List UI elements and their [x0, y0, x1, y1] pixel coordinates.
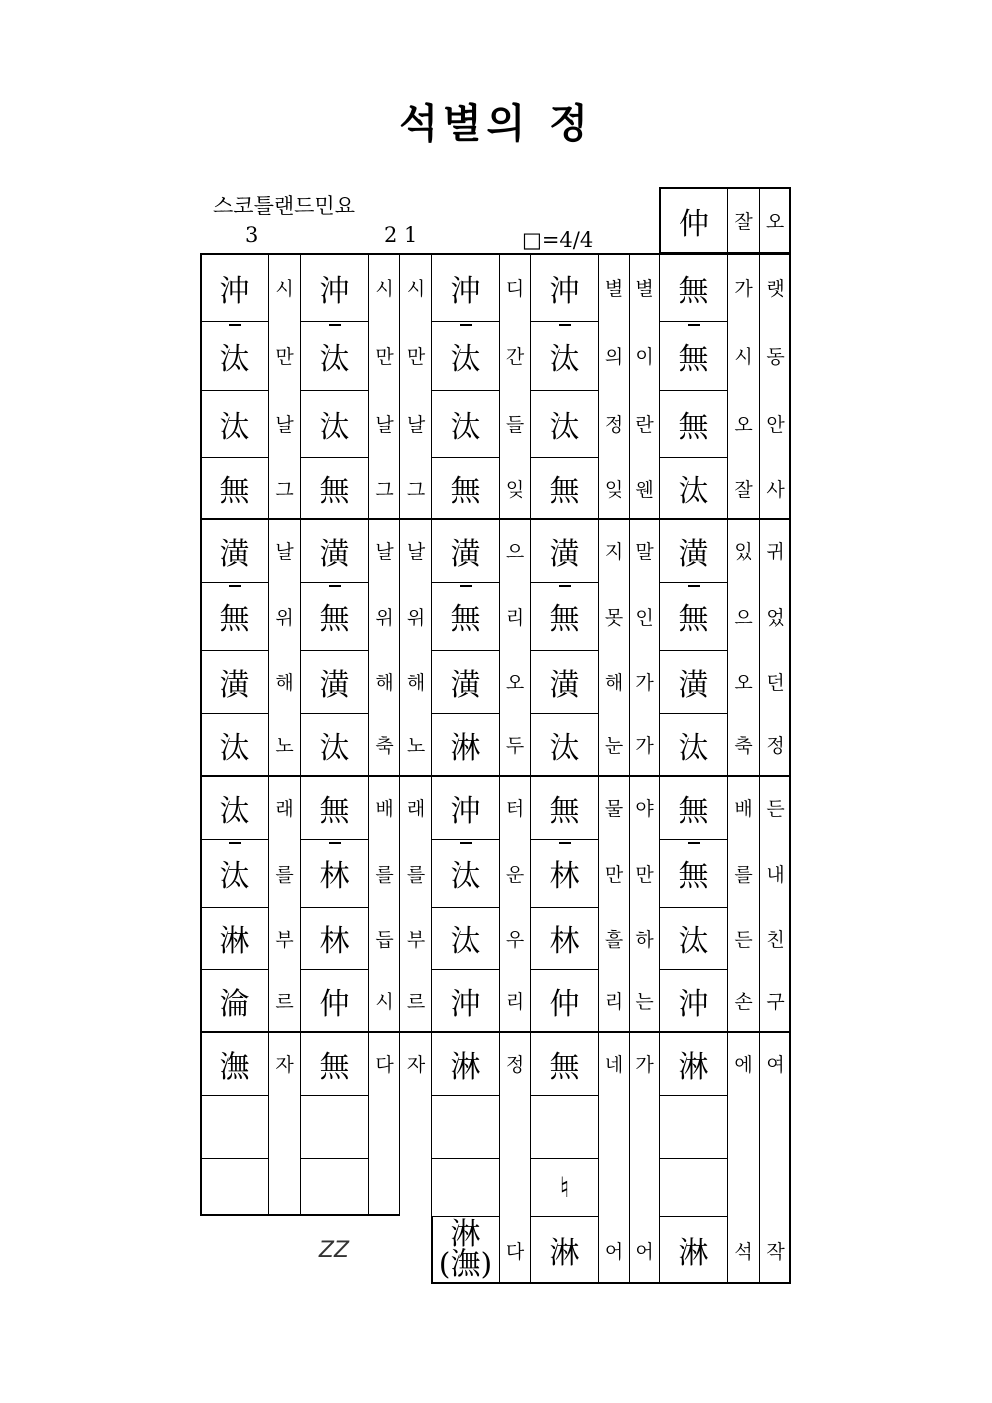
lyric-l6-5: 말: [635, 541, 654, 563]
lyric-l8-12: 구: [766, 991, 785, 1013]
lyric-l3-7: 해: [406, 672, 426, 694]
lyric-l2-13: 다: [375, 1054, 394, 1076]
note-c4-3: 汰: [549, 409, 580, 445]
lyric-l6-4: 웬: [635, 478, 654, 501]
hold-dash: [329, 585, 341, 587]
lyric-l1-2: 만: [275, 346, 294, 368]
header-col-a: 잘: [734, 211, 753, 233]
note-c2-9: 無: [319, 793, 350, 829]
lyric-l2-9: 배: [375, 798, 394, 820]
note-c5-5: 潢: [678, 536, 709, 572]
beat-label-b: 2 1: [384, 223, 418, 247]
note-c3-4: 無: [450, 474, 481, 509]
lyric-l5-8: 눈: [604, 735, 624, 757]
lyric-l7-13: 에: [734, 1054, 753, 1076]
lyric-l8-5: 귀: [766, 541, 785, 563]
note-c4-13: 無: [549, 1049, 580, 1085]
hold-dash: [229, 585, 241, 587]
lyric-l4-6: 리: [505, 606, 525, 629]
note-c5-16: 淋: [678, 1236, 709, 1271]
lyric-l5-12: 리: [604, 991, 624, 1013]
lyric-l5-13: 네: [604, 1054, 624, 1076]
note-c3-1: 沖: [450, 273, 481, 309]
lyric-l8-7: 던: [766, 672, 785, 694]
lyric-l5-3: 정: [604, 414, 624, 436]
lyric-l8-10: 내: [766, 863, 785, 886]
lyric-l4-4: 잊: [505, 478, 525, 501]
lyric-l5-11: 흘: [604, 928, 624, 951]
page-title: 석별의 정: [399, 101, 593, 147]
lyric-l6-2: 이: [635, 346, 654, 368]
lyric-l2-7: 해: [375, 672, 394, 694]
lyric-l2-3: 날: [375, 414, 394, 436]
lyric-l1-10: 를: [275, 863, 294, 886]
note-c4-10: 林: [531, 839, 598, 907]
note-c4-11: 林: [549, 924, 580, 959]
lyric-l4-9: 터: [505, 798, 525, 820]
lyric-l4-14: 다: [505, 1240, 525, 1263]
note-c2-6: 無: [301, 582, 368, 650]
note-c3-9: 沖: [450, 793, 481, 829]
note-c5-12: 沖: [678, 986, 709, 1022]
lyric-l5-14: 어: [604, 1240, 624, 1263]
lyric-l7-6: 으: [734, 606, 753, 629]
lyric-l2-10: 를: [375, 863, 394, 886]
note-c1-10: 汰: [201, 839, 268, 907]
note-c4-5: 潢: [549, 536, 580, 572]
note-c4-6: 無: [531, 582, 598, 650]
lyric-l1-8: 노: [275, 735, 294, 757]
note-c4-4: 無: [549, 474, 580, 509]
note-c2-3: 汰: [319, 409, 350, 445]
note-c3-7: 潢: [450, 667, 481, 703]
lyric-l4-13: 정: [505, 1054, 525, 1076]
lyric-l6-11: 하: [635, 928, 654, 951]
lyric-l8-1: 랫: [766, 278, 785, 300]
note-c2-10: 林: [301, 839, 368, 907]
lyric-l8-6: 었: [766, 606, 785, 629]
lyric-l7-10: 를: [734, 863, 753, 886]
note-c2-8: 汰: [319, 730, 350, 766]
note-c1-8: 汰: [219, 730, 250, 766]
note-c3-3: 汰: [450, 409, 481, 445]
note-c4-15: ♮: [559, 1170, 570, 1204]
lyric-l7-8: 축: [734, 735, 753, 757]
hold-dash: [688, 585, 700, 587]
lyric-l8-9: 든: [766, 798, 785, 820]
note-c3-8: 淋: [450, 730, 481, 766]
note-c4-14: [531, 1095, 598, 1158]
lyric-l1-3: 날: [275, 414, 294, 436]
note-c5-1: 無: [678, 273, 709, 309]
note-c3-16: [432, 1216, 499, 1284]
lyric-l3-2: 만: [406, 346, 426, 368]
note-c2-7: 潢: [319, 667, 350, 703]
lyric-l2-1: 시: [375, 278, 394, 300]
note-c5-6: 無: [660, 582, 727, 650]
note-c4-9: 無: [549, 793, 580, 829]
lyric-l8-8: 정: [766, 735, 785, 757]
hold-dash: [329, 324, 341, 326]
lyric-l5-2: 의: [604, 346, 624, 368]
lyric-l6-1: 별: [635, 278, 654, 300]
lyric-l4-3: 들: [505, 414, 525, 436]
note-c5-9: 無: [678, 793, 709, 829]
lyric-l6-6: 인: [635, 606, 654, 629]
lyric-l1-7: 해: [275, 672, 294, 694]
note-c3-10: 汰: [432, 839, 499, 907]
lyric-l8-13: 여: [766, 1054, 785, 1076]
tempo-label: □=4/4: [522, 228, 594, 252]
lyric-l2-6: 위: [375, 606, 394, 629]
lyric-l4-8: 두: [505, 735, 525, 757]
lyric-l4-10: 운: [505, 863, 525, 886]
note-c1-4: 無: [219, 474, 250, 509]
lyric-l7-9: 배: [734, 798, 753, 820]
note-c1-9: 汰: [219, 793, 250, 829]
hold-dash: [559, 842, 571, 844]
lyric-l7-1: 가: [734, 278, 753, 300]
note-c1-3: 汰: [219, 409, 250, 445]
lyric-l4-12: 리: [505, 991, 525, 1013]
lyric-l3-11: 부: [406, 928, 426, 951]
ending-mark: ZZ: [318, 1237, 350, 1263]
lyric-l5-1: 별: [604, 278, 624, 300]
note-c1-16: [201, 1216, 268, 1284]
lyric-l8-11: 친: [766, 928, 785, 951]
lyric-l5-6: 못: [604, 606, 624, 629]
note-c4-8: 汰: [549, 730, 580, 766]
lyric-l3-1: 시: [406, 278, 426, 300]
lyric-l7-3: 오: [734, 414, 753, 436]
lyric-l6-9: 야: [635, 798, 654, 820]
note-c2-2: 汰: [301, 321, 368, 390]
lyric-l4-2: 간: [505, 346, 525, 368]
lyric-l1-12: 르: [275, 991, 294, 1013]
note-c1-5: 潢: [219, 536, 250, 572]
lyric-l7-12: 손: [734, 991, 753, 1013]
note-c4-2: 汰: [531, 321, 598, 390]
note-c3-14: [432, 1095, 499, 1158]
note-c3-6: 無: [432, 582, 499, 650]
lyric-l3-3: 날: [406, 414, 426, 436]
lyric-l6-10: 만: [635, 863, 654, 886]
note-c4-12: 仲: [549, 986, 580, 1022]
lyric-l3-9: 래: [406, 798, 426, 820]
lyric-l7-7: 오: [734, 672, 753, 694]
lyric-l2-4: 그: [375, 478, 394, 501]
note-c5-7: 潢: [678, 667, 709, 703]
note-c2-5: 潢: [319, 536, 350, 572]
note-c5-11: 汰: [678, 924, 709, 959]
lyric-l1-1: 시: [275, 278, 294, 300]
note-c1-1: 沖: [219, 273, 250, 309]
header-col-b: 오: [765, 211, 785, 233]
lyric-l3-8: 노: [406, 735, 426, 757]
lyric-l2-8: 축: [375, 735, 394, 757]
note-c2-12: 仲: [319, 986, 350, 1022]
hold-dash: [688, 324, 700, 326]
lyric-l5-4: 잊: [604, 478, 624, 501]
lyric-l4-1: 디: [505, 278, 525, 300]
genre-label: 스코틀랜드민요: [213, 194, 356, 218]
hold-dash: [460, 585, 472, 587]
note-c5-4: 汰: [678, 474, 709, 509]
note-c1-2: 汰: [201, 321, 268, 390]
hold-dash: [329, 842, 341, 844]
lyric-l8-3: 안: [766, 414, 785, 436]
hold-dash: [229, 324, 241, 326]
lyric-l6-12: 는: [635, 991, 654, 1013]
note-c3-11: 汰: [450, 924, 481, 959]
lyric-l6-13: 가: [635, 1054, 654, 1076]
note-c1-11: 淋: [219, 924, 250, 959]
lyric-l4-7: 오: [505, 672, 525, 694]
note-c1-14: [201, 1095, 268, 1158]
hold-dash: [229, 842, 241, 844]
lyric-l7-5: 있: [734, 541, 753, 563]
lyric-l5-5: 지: [604, 541, 624, 563]
hold-dash: [559, 585, 571, 587]
note-c5-13: 淋: [678, 1049, 709, 1085]
note-c3-13: 淋: [450, 1049, 481, 1085]
note-c3-2: 汰: [432, 321, 499, 390]
note-c4-1: 沖: [549, 273, 580, 309]
note-c2-1: 沖: [319, 273, 350, 309]
lyric-l6-8: 가: [635, 735, 654, 757]
note-c2-11: 林: [319, 924, 350, 959]
lyric-l3-12: 르: [406, 991, 426, 1013]
note-c1-15: [201, 1158, 268, 1216]
note-c3-12: 沖: [450, 986, 481, 1022]
note-c5-14: [660, 1095, 727, 1158]
hold-dash: [559, 324, 571, 326]
note-c2-15: [301, 1158, 368, 1216]
final-note: 淋: [450, 1217, 481, 1252]
lyric-l7-14: 석: [734, 1240, 753, 1263]
note-c3-5: 潢: [450, 536, 481, 572]
lyric-l3-5: 날: [406, 541, 426, 563]
lyric-l1-5: 날: [275, 541, 294, 563]
lyric-l1-4: 그: [275, 478, 294, 501]
lyric-l6-7: 가: [635, 672, 654, 694]
hold-dash: [460, 842, 472, 844]
lyric-l3-4: 그: [406, 478, 426, 501]
note-c4-16: 淋: [549, 1236, 580, 1271]
lyric-l8-14: 작: [766, 1240, 785, 1263]
lyric-l1-13: 자: [275, 1054, 294, 1076]
note-c1-12: 淪: [219, 986, 250, 1022]
lyric-l2-12: 시: [375, 991, 394, 1013]
lyric-l1-6: 위: [275, 606, 294, 629]
lyric-l3-13: 자: [406, 1054, 426, 1076]
lyric-l6-14: 어: [635, 1240, 654, 1263]
lyric-l5-10: 만: [604, 863, 624, 886]
lyric-l1-9: 래: [275, 798, 294, 820]
lyric-l1-11: 부: [275, 928, 294, 951]
note-c2-4: 無: [319, 474, 350, 509]
lyric-l5-9: 물: [604, 798, 624, 820]
lyric-l5-7: 해: [604, 672, 624, 694]
note-c1-6: 無: [201, 582, 268, 650]
note-c2-13: 無: [319, 1049, 350, 1085]
lyric-l3-6: 위: [406, 606, 426, 629]
final-note-alt: (潕): [438, 1247, 493, 1282]
beat-label-a: 3: [245, 223, 259, 247]
note-c3-15: [432, 1158, 499, 1216]
lyric-l6-3: 란: [635, 414, 654, 436]
lyric-l8-4: 사: [766, 478, 785, 501]
lyric-l2-11: 듭: [375, 928, 394, 951]
note-c2-14: [301, 1095, 368, 1158]
lyric-l3-10: 를: [406, 863, 426, 886]
lyric-l8-2: 동: [766, 346, 785, 368]
note-c5-8: 汰: [678, 730, 709, 766]
note-c1-13: 潕: [219, 1049, 250, 1085]
lyric-l7-4: 잘: [734, 478, 753, 501]
note-c5-15: [660, 1158, 727, 1216]
note-c5-10: 無: [660, 839, 727, 907]
lyric-l7-2: 시: [734, 346, 753, 368]
note-c1-7: 潢: [219, 667, 250, 703]
lyric-l4-5: 으: [505, 541, 525, 563]
note-c5-2: 無: [660, 321, 727, 390]
lyric-l2-5: 날: [375, 541, 394, 563]
lyric-l7-11: 든: [734, 928, 753, 951]
hold-dash: [460, 324, 472, 326]
note-c5-3: 無: [678, 409, 709, 445]
header-glyph: 仲: [679, 206, 709, 242]
note-c4-7: 潢: [549, 667, 580, 703]
lyric-l4-11: 우: [505, 928, 525, 951]
hold-dash: [688, 842, 700, 844]
lyric-l2-2: 만: [375, 346, 394, 368]
